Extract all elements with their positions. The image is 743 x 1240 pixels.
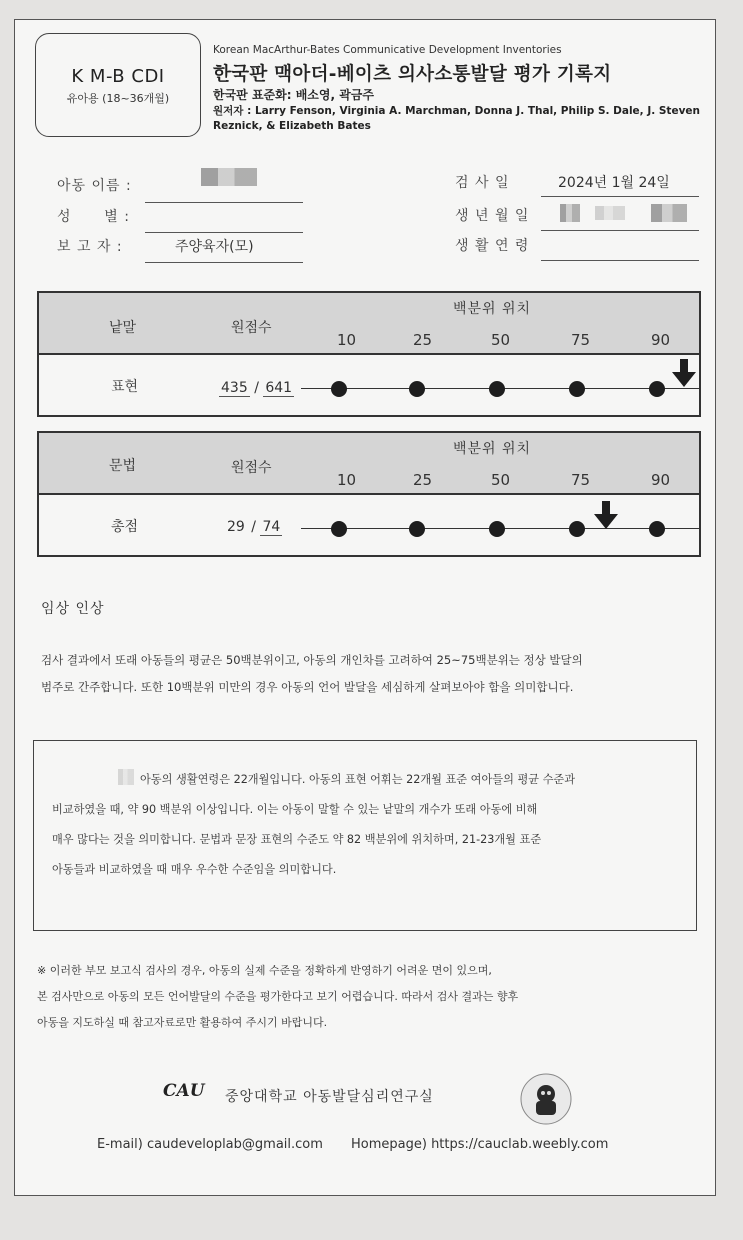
birth-date-line	[541, 230, 699, 231]
clinical-paragraph	[41, 647, 701, 701]
vocabulary-score	[219, 380, 294, 396]
col-raw-score-label: 원점수	[231, 460, 272, 476]
reporter-line	[145, 262, 303, 263]
birth-date-label: 생 년 월 일	[455, 208, 530, 224]
percentile-25: 25	[413, 471, 433, 489]
redacted-birth-2	[595, 206, 625, 220]
percentile-10: 10	[337, 471, 357, 489]
note-line-1: ※ 이러한 부모 보고식 검사의 경우, 아동의 실제 수준을 정확하게 반영하기 어려운 면이 있으며,	[37, 964, 492, 977]
result-line-1: 아동의 생활연령은 22개월입니다. 아동의 표현 어휘는 22개월 표준 여아들의 평균 수준과	[140, 773, 576, 786]
expressive-row-label: 표현	[111, 379, 139, 395]
child-name-line	[145, 202, 303, 203]
vocabulary-score-separator: /	[254, 380, 259, 396]
disclaimer-note	[37, 958, 705, 1036]
note-line-2: 본 검사만으로 아동의 모든 언어발달의 수준을 평가한다고 보기 어렵습니다. 따라서 검사 결과는 향후	[37, 990, 519, 1003]
contact-email: E-mail) caudeveloplab@gmail.com	[97, 1137, 323, 1152]
vocabulary-dot-25	[409, 381, 425, 397]
vocabulary-score-value: 435	[221, 380, 248, 396]
vocabulary-dot-10	[331, 381, 347, 397]
vocabulary-max-score: 641	[265, 380, 293, 396]
note-line-3: 아동을 지도하실 때 참고자료로만 활용하여 주시기 바랍니다.	[37, 1016, 328, 1029]
result-line-2: 비교하였을 때, 약 90 백분위 이상입니다. 이는 아동이 말할 수 있는 낱말의 개수가 또래 아동에 비해	[52, 803, 538, 816]
total-row-label: 총점	[111, 519, 139, 535]
test-date-line	[541, 196, 699, 197]
grammar-dot-75	[569, 521, 585, 537]
grammar-dot-25	[409, 521, 425, 537]
age-line	[541, 260, 699, 261]
child-name-label: 아동 이름 :	[57, 178, 132, 194]
grammar-dot-90	[649, 521, 665, 537]
redacted-birth-1	[560, 204, 580, 222]
col-vocab-label: 낱말	[109, 320, 137, 336]
col-raw-score-label: 원점수	[231, 320, 272, 336]
vocabulary-position-arrow-icon	[671, 359, 697, 389]
percentile-header: 백분위 위치	[453, 301, 532, 317]
kmb-cdi-logo-box	[35, 33, 201, 137]
test-date-label: 검 사 일	[455, 175, 510, 191]
percentile-50: 50	[491, 331, 511, 349]
lab-name: 중앙대학교 아동발달심리연구실	[225, 1089, 434, 1105]
result-summary-box	[33, 740, 697, 931]
logo-subtitle: 유아용 (18~36개월)	[66, 92, 170, 105]
gender-label: 성 별 :	[57, 209, 130, 225]
percentile-75: 75	[571, 331, 591, 349]
clinical-line-1: 검사 결과에서 또래 아동들의 평균은 50백분위이고, 아동의 개인차를 고려하여 25~75백분위는 정상 발달의	[41, 653, 583, 667]
title-korean: 한국판 맥아더-베이츠 의사소통발달 평가 기록지	[213, 64, 612, 85]
redacted-birth-3	[651, 204, 687, 222]
grammar-table	[37, 431, 701, 557]
grammar-table-header	[39, 433, 699, 495]
grammar-position-arrow-icon	[593, 501, 619, 531]
percentile-25: 25	[413, 331, 433, 349]
age-label: 생 활 연 령	[455, 238, 530, 254]
vocabulary-dot-50	[489, 381, 505, 397]
result-line-4: 아동들과 비교하였을 때 매우 우수한 수준임을 의미합니다.	[52, 863, 337, 876]
grammar-dot-50	[489, 521, 505, 537]
clinical-line-2: 범주로 간주합니다. 또한 10백분위 미만의 경우 아동의 언어 발달을 세심하게 살펴보아야 함을 의미합니다.	[41, 680, 574, 694]
percentile-90: 90	[651, 471, 671, 489]
standardization-credit: 한국판 표준화: 배소영, 곽금주	[213, 88, 374, 102]
vocabulary-dot-90	[649, 381, 665, 397]
test-date-value: 2024년 1월 24일	[558, 175, 670, 191]
grammar-score	[225, 519, 282, 535]
logo-title: K M-B CDI	[71, 66, 165, 87]
gender-line	[145, 232, 303, 233]
title-english: Korean MacArthur-Bates Communicative Development Inventories	[213, 44, 562, 56]
percentile-header: 백분위 위치	[453, 441, 532, 457]
grammar-score-separator: /	[251, 519, 256, 535]
result-paragraph	[52, 765, 682, 885]
percentile-75: 75	[571, 471, 591, 489]
grammar-dot-10	[331, 521, 347, 537]
percentile-50: 50	[491, 471, 511, 489]
reporter-label: 보 고 자 :	[57, 239, 123, 255]
score-sheet	[14, 19, 716, 1196]
percentile-10: 10	[337, 331, 357, 349]
cau-logo: CAU	[163, 1081, 205, 1101]
vocabulary-table	[37, 291, 701, 417]
col-grammar-label: 문법	[109, 458, 137, 474]
vocabulary-table-header	[39, 293, 699, 355]
homepage-url: Homepage) https://cauclab.weebly.com	[351, 1137, 609, 1152]
result-line-3: 매우 많다는 것을 의미합니다. 문법과 문장 표현의 수준도 약 82 백분위에 위치하며, 21-23개월 표준	[52, 833, 542, 846]
percentile-90: 90	[651, 331, 671, 349]
clinical-impression-title: 임상 인상	[41, 601, 105, 617]
lab-seal-icon	[519, 1072, 573, 1126]
original-authors: 원저자 : Larry Fenson, Virginia A. Marchman, Donna J. Thal, Philip S. Dale, J. Steven Reznick, & Elizabeth Bates	[213, 105, 701, 132]
reporter-value: 주양육자(모)	[175, 239, 254, 255]
grammar-score-value: 29	[227, 519, 245, 535]
redacted-name	[201, 168, 257, 186]
grammar-max-score: 74	[262, 519, 281, 535]
vocabulary-dot-75	[569, 381, 585, 397]
